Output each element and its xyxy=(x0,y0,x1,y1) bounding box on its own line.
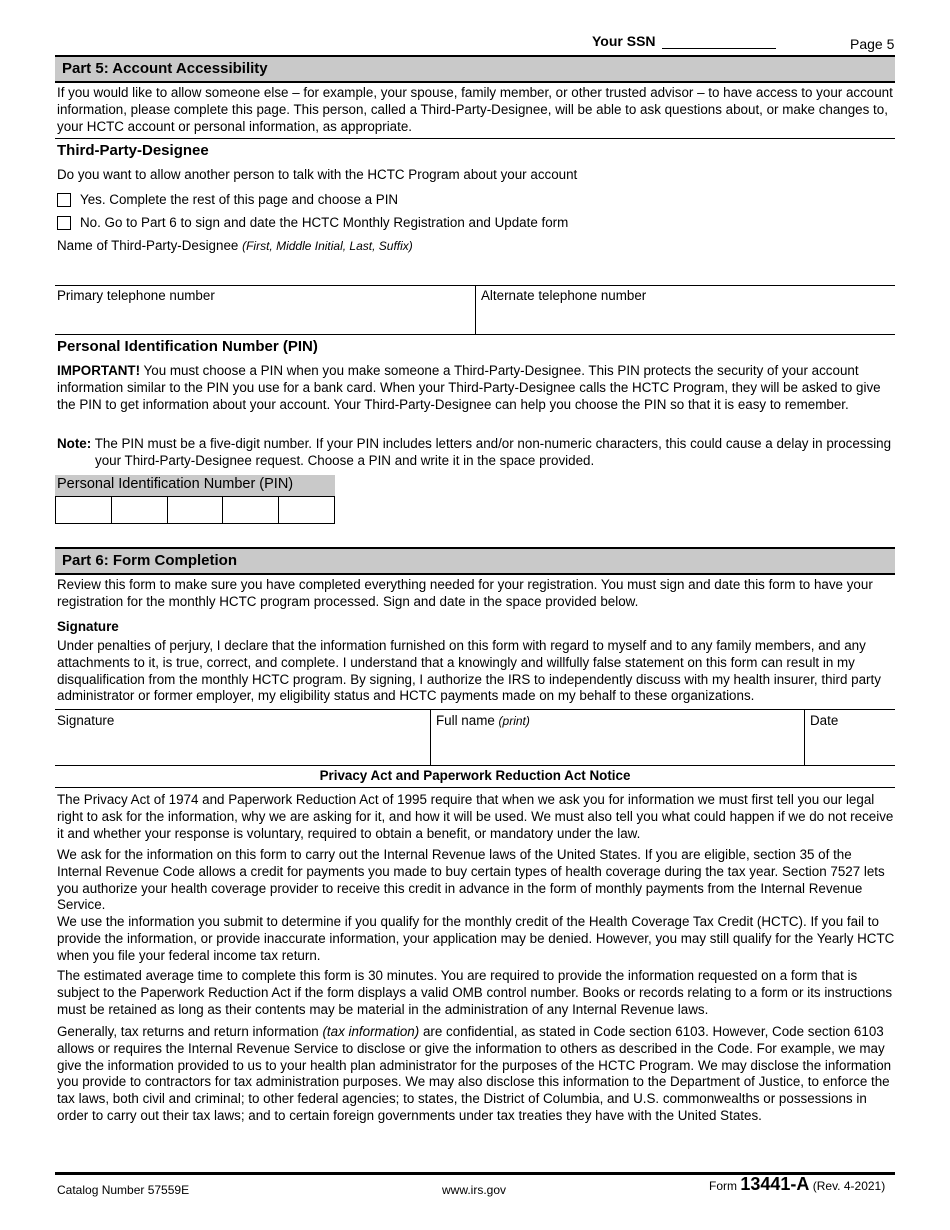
divider xyxy=(55,138,895,139)
pin-input-group xyxy=(55,496,335,524)
privacy-paragraph-1: The Privacy Act of 1974 and Paperwork Reduction Act of 1995 require that when we ask you for information we must first tell you our legal right to ask for the information, why we are asking for it, and how it will be used. We must also tell you what could happen if we do not receive it and whether your response is voluntary, required to obtain a benefit, or mandatory under the law. xyxy=(57,792,894,841)
privacy-p5-a: Generally, tax returns and return information xyxy=(57,1024,323,1039)
form-id xyxy=(709,1176,885,1195)
divider xyxy=(804,709,805,765)
part5-header xyxy=(55,55,895,83)
part5-title: Part 5: Account Accessibility xyxy=(62,60,268,77)
fullname-label xyxy=(436,713,530,730)
part6-header xyxy=(55,547,895,575)
alternate-phone-label: Alternate telephone number xyxy=(481,288,647,303)
signature-input[interactable] xyxy=(57,731,427,763)
tpd-heading: Third-Party-Designee xyxy=(57,142,209,159)
important-body: You must choose a PIN when you make someone a Third-Party-Designee. This PIN protects the security of your account information similar to the PIN you use for a bank card. When your Third-Party-Designee calls the HCTC Program, they will be asked to give the PIN to get information about your account. Your Third-Party-Designee can help you choose the PIN so that it is easy to remember. xyxy=(57,363,881,412)
pin-digit-4[interactable] xyxy=(223,497,279,523)
pin-digit-2[interactable] xyxy=(112,497,168,523)
catalog-number: Catalog Number 57559E xyxy=(57,1183,190,1197)
privacy-paragraph-3: We use the information you submit to determine if you qualify for the monthly credit of the Health Coverage Tax Credit (HCTC). If you fail to provide the information, or provide inaccurate information, your application may be denied. However, you may still qualify for the Yearly HCTC when you file your federal income tax return. xyxy=(57,914,895,963)
form-revision: (Rev. 4-2021) xyxy=(812,1179,886,1193)
pin-digit-1[interactable] xyxy=(56,497,112,523)
divider xyxy=(55,334,895,335)
pin-heading: Personal Identification Number (PIN) xyxy=(57,338,318,355)
pin-important-text xyxy=(57,363,895,413)
pin-digit-5[interactable] xyxy=(279,497,334,523)
divider xyxy=(55,787,895,788)
yes-option-label: Yes. Complete the rest of this page and choose a PIN xyxy=(80,192,399,207)
form-number: 13441-A xyxy=(740,1174,810,1194)
designee-name-input[interactable] xyxy=(57,256,895,284)
part6-intro: Review this form to make sure you have completed everything needed for your registration. You must sign and date this form to have your registration for the monthly HCTC program processed. Sign and date in the space provided below. xyxy=(57,577,873,609)
form-prefix: Form xyxy=(709,1179,737,1193)
note-label: Note: xyxy=(57,436,92,451)
perjury-statement: Under penalties of perjury, I declare that the information furnished on this form with regard to myself and to any family members, and any attachments to it, is true, correct, and complete. I understand that a knowingly and willfully false statement on this form can result in my disqualification from the monthly HCTC program. By signing, I authorize the IRS to independently discuss with my health insurer, third party administrator or former employer, my eligibility status and HCTC payments made on my behalf to these organizations. xyxy=(57,638,881,704)
pin-box-header xyxy=(55,475,335,496)
designee-name-text: Name of Third-Party-Designee xyxy=(57,238,239,253)
primary-phone-input[interactable] xyxy=(57,306,471,332)
privacy-p5-italic: (tax information) xyxy=(322,1024,420,1039)
divider xyxy=(430,709,431,765)
no-option-label: No. Go to Part 6 to sign and date the HCTC Monthly Registration and Update form xyxy=(80,215,569,230)
ssn-input-line[interactable] xyxy=(662,48,776,49)
primary-phone-label: Primary telephone number xyxy=(57,288,215,303)
designee-name-hint: (First, Middle Initial, Last, Suffix) xyxy=(242,239,413,253)
ssn-label: Your SSN xyxy=(592,33,656,49)
no-checkbox[interactable] xyxy=(57,216,71,230)
fullname-input[interactable] xyxy=(436,731,800,763)
irs-website[interactable]: www.irs.gov xyxy=(442,1183,507,1197)
note-body: The PIN must be a five-digit number. If your PIN includes letters and/or non-numeric characters, this could cause a delay in processing your Third-Party-Designee request. Choose a PIN and write it in the space provided. xyxy=(91,436,892,468)
tpd-question: Do you want to allow another person to talk with the HCTC Program about your account xyxy=(57,167,578,182)
fullname-hint: (print) xyxy=(498,714,530,728)
privacy-paragraph-5 xyxy=(57,1024,895,1125)
divider xyxy=(55,709,895,710)
part6-title: Part 6: Form Completion xyxy=(62,552,238,569)
privacy-paragraph-4: The estimated average time to complete this form is 30 minutes. You are required to provide the information requested on a form that is subject to the Paperwork Reduction Act if the form displays a valid OMB control number. Books or records relating to a form or its instructions must be retained as long as their contents may be material in the administration of any Internal Revenue laws. xyxy=(57,968,893,1017)
fullname-text: Full name xyxy=(436,713,495,728)
signature-heading: Signature xyxy=(57,619,119,634)
privacy-title: Privacy Act and Paperwork Reduction Act Notice xyxy=(319,768,631,783)
divider xyxy=(55,765,895,766)
signature-label: Signature xyxy=(57,713,115,728)
pin-box-label: Personal Identification Number (PIN) xyxy=(57,476,294,492)
date-label: Date xyxy=(810,713,839,728)
designee-name-label xyxy=(57,238,413,255)
page-number: Page 5 xyxy=(850,36,895,52)
alternate-phone-input[interactable] xyxy=(481,306,893,332)
date-input[interactable] xyxy=(810,731,894,763)
privacy-paragraph-2: We ask for the information on this form to carry out the Internal Revenue laws of the United States. If you are eligible, section 35 of the Internal Revenue Code allows a credit for payments you made to buy certain types of health coverage during the tax year. Section 7527 lets you authorize your health coverage provider to receive this credit in advance in the form of monthly payments from the Internal Revenue Service. xyxy=(57,847,885,913)
important-label: IMPORTANT! xyxy=(57,363,141,378)
part5-intro: If you would like to allow someone else – for example, your spouse, family member, or other trusted advisor – to have access to your account information, please complete this page. This person, called a Third-Party-Designee, will be able to ask questions about, or make changes to, your HCTC account or personal information, as appropriate. xyxy=(57,85,893,134)
pin-note xyxy=(57,436,895,470)
pin-digit-3[interactable] xyxy=(168,497,224,523)
privacy-p5-b: are confidential, as stated in Code section 6103. However, Code section 6103 allows or requires the Internal Revenue Service to disclose or give the information to others as described in the Code. For example, we may give the information provided to us to your health plan administrator for the purposes of the HCTC Program. We may disclose the information you provide to contractors for tax administration purposes. We may also disclose this information to the Department of Justice, to enforce the tax laws, both civil and criminal; to other federal agencies; to states, the District of Columbia, and U.S. commonwealths or possessions in order to carry out their tax laws; and to certain foreign governments under tax treaties they have with the United States. xyxy=(57,1024,892,1123)
divider xyxy=(475,285,476,334)
yes-checkbox[interactable] xyxy=(57,193,71,207)
